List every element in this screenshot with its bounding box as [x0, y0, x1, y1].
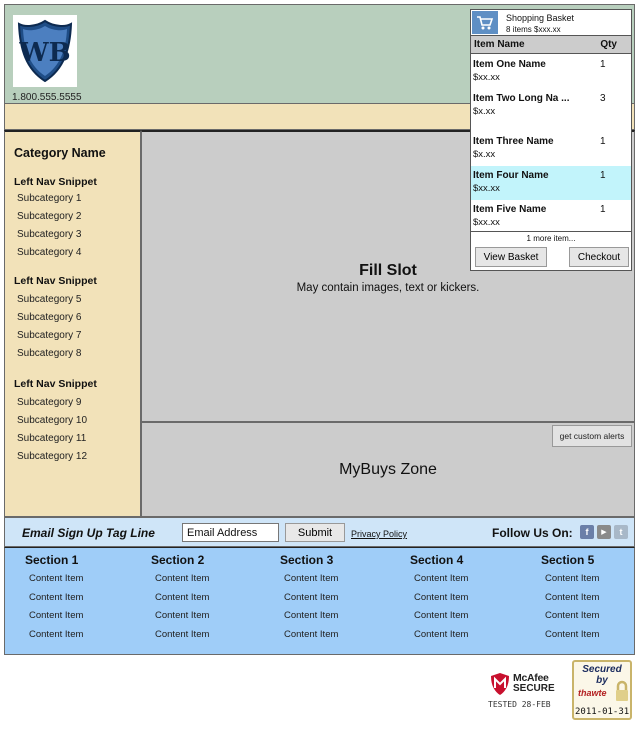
- content-item-link[interactable]: Content Item: [29, 610, 84, 621]
- basket-item-price: $xx.xx: [473, 72, 500, 83]
- basket-item[interactable]: [471, 200, 631, 234]
- section-title[interactable]: Section 4: [410, 553, 464, 567]
- basket-item-qty: 1: [600, 204, 606, 215]
- shopping-basket: [470, 9, 632, 271]
- custom-alerts-button[interactable]: get custom alerts: [552, 425, 632, 447]
- footer-section: [280, 553, 390, 647]
- basket-column-header: [471, 36, 631, 54]
- section-title[interactable]: Section 1: [25, 553, 79, 567]
- footer-section: [151, 553, 261, 647]
- nav-subcategory-link[interactable]: Subcategory 12: [17, 451, 88, 462]
- category-name[interactable]: Category Name: [14, 146, 106, 160]
- content-item-link[interactable]: Content Item: [414, 591, 469, 603]
- col-item-name: Item Name: [474, 39, 525, 50]
- content-item-link[interactable]: Content Item: [545, 610, 600, 621]
- footer-section: [25, 553, 135, 647]
- basket-item-name: Item One Name: [473, 59, 546, 70]
- content-item-link[interactable]: Content Item: [414, 573, 469, 584]
- email-field[interactable]: [182, 523, 279, 542]
- basket-item-name: Item Five Name: [473, 204, 547, 215]
- basket-item[interactable]: [471, 89, 631, 123]
- content-item-link[interactable]: Content Item: [155, 573, 210, 584]
- footer-section: [541, 553, 641, 647]
- basket-header: [471, 10, 631, 36]
- content-item-link[interactable]: Content Item: [284, 573, 339, 584]
- logo-text: WB: [19, 38, 71, 68]
- mcafee-secure-badge[interactable]: [486, 668, 558, 714]
- basket-item[interactable]: [471, 55, 631, 89]
- content-item-link[interactable]: Content Item: [155, 591, 210, 603]
- nav-subcategory-link[interactable]: Subcategory 1: [17, 193, 82, 204]
- basket-more-items-link[interactable]: 1 more item...: [471, 231, 631, 245]
- phone-number: 1.800.555.5555: [12, 92, 82, 103]
- basket-item-qty: 1: [600, 170, 606, 181]
- content-item-link[interactable]: Content Item: [284, 628, 339, 640]
- basket-item-qty: 3: [600, 93, 606, 104]
- footer-sections: [4, 547, 635, 655]
- basket-item[interactable]: [471, 166, 631, 200]
- cart-icon[interactable]: [472, 11, 498, 34]
- fill-slot-subtitle: May contain images, text or kickers.: [296, 282, 480, 294]
- content-item-link[interactable]: Content Item: [29, 628, 84, 640]
- content-item-link[interactable]: Content Item: [414, 610, 469, 621]
- nav-subcategory-link[interactable]: Subcategory 5: [17, 294, 82, 305]
- padlock-icon: [614, 679, 630, 703]
- facebook-icon[interactable]: f: [580, 525, 594, 539]
- footer-section: [410, 553, 520, 647]
- content-item-link[interactable]: Content Item: [29, 573, 84, 584]
- basket-summary: 8 items $xxx.xx: [506, 25, 561, 34]
- email-tagline: Email Sign Up Tag Line: [22, 526, 155, 540]
- basket-item[interactable]: [471, 132, 631, 166]
- mcafee-secure-label: SECURE: [513, 683, 555, 694]
- twitter-icon[interactable]: t: [614, 525, 628, 539]
- content-item-link[interactable]: Content Item: [155, 628, 210, 640]
- mcafee-tested-date: TESTED 28-FEB: [488, 700, 551, 709]
- basket-item-price: $xx.xx: [473, 183, 500, 194]
- youtube-icon[interactable]: ▶: [597, 525, 611, 539]
- nav-subcategory-link[interactable]: Subcategory 8: [17, 348, 82, 359]
- wb-logo[interactable]: [13, 15, 77, 87]
- privacy-policy-link[interactable]: Privacy Policy: [351, 529, 408, 539]
- nav-subcategory-link[interactable]: Subcategory 4: [17, 247, 82, 258]
- content-item-link[interactable]: Content Item: [545, 628, 600, 640]
- thawte-secured-label: Secured: [582, 664, 622, 675]
- nav-snippet-heading[interactable]: Left Nav Snippet: [14, 275, 97, 287]
- nav-subcategory-link[interactable]: Subcategory 3: [17, 229, 82, 240]
- basket-item-price: $x.xx: [473, 149, 496, 160]
- view-basket-button[interactable]: View Basket: [475, 247, 547, 267]
- thawte-date: 2011-01-31: [575, 707, 630, 717]
- thawte-by-label: by: [596, 675, 608, 686]
- email-signup-bar: [4, 517, 635, 547]
- nav-snippet-heading[interactable]: Left Nav Snippet: [14, 378, 97, 390]
- basket-item-qty: 1: [600, 59, 606, 70]
- basket-item-name: Item Four Name: [473, 170, 549, 181]
- content-item-link[interactable]: Content Item: [155, 610, 210, 621]
- basket-title: Shopping Basket: [506, 13, 575, 23]
- wb-shield-icon: [16, 19, 74, 83]
- content-item-link[interactable]: Content Item: [284, 591, 339, 603]
- section-title[interactable]: Section 5: [541, 553, 595, 567]
- nav-snippet-heading[interactable]: Left Nav Snippet: [14, 176, 97, 188]
- content-item-link[interactable]: Content Item: [284, 610, 339, 621]
- content-item-link[interactable]: Content Item: [414, 628, 469, 640]
- mybuys-zone: [141, 422, 635, 517]
- content-item-link[interactable]: Content Item: [545, 573, 600, 584]
- basket-item-name: Item Three Name: [473, 136, 554, 147]
- checkout-button[interactable]: Checkout: [569, 247, 629, 267]
- nav-subcategory-link[interactable]: Subcategory 9: [17, 397, 82, 408]
- basket-item-price: $xx.xx: [473, 217, 500, 228]
- mybuys-title: MyBuys Zone: [339, 461, 437, 478]
- mcafee-shield-icon: [490, 672, 510, 696]
- content-item-link[interactable]: Content Item: [545, 591, 600, 603]
- mcafee-name: McAfee: [513, 672, 549, 684]
- nav-subcategory-link[interactable]: Subcategory 6: [17, 312, 82, 323]
- basket-item-qty: 1: [600, 136, 606, 147]
- section-title[interactable]: Section 2: [151, 553, 205, 567]
- left-nav: [4, 130, 141, 517]
- nav-subcategory-link[interactable]: Subcategory 2: [17, 211, 82, 222]
- fill-slot-title: Fill Slot: [359, 262, 417, 279]
- basket-item-price: $x.xx: [473, 106, 496, 117]
- thawte-secured-badge[interactable]: [572, 660, 632, 720]
- nav-subcategory-link[interactable]: Subcategory 11: [17, 433, 87, 444]
- follow-us-label: Follow Us On:: [492, 526, 573, 540]
- submit-button[interactable]: Submit: [285, 523, 345, 542]
- section-title[interactable]: Section 3: [280, 553, 334, 567]
- nav-subcategory-link[interactable]: Subcategory 10: [17, 415, 88, 426]
- thawte-name: thawte: [578, 688, 607, 698]
- nav-subcategory-link[interactable]: Subcategory 7: [17, 330, 82, 341]
- content-item-link[interactable]: Content Item: [29, 591, 84, 603]
- basket-item-name: Item Two Long Na ...: [473, 93, 570, 104]
- col-qty: Qty: [600, 39, 617, 50]
